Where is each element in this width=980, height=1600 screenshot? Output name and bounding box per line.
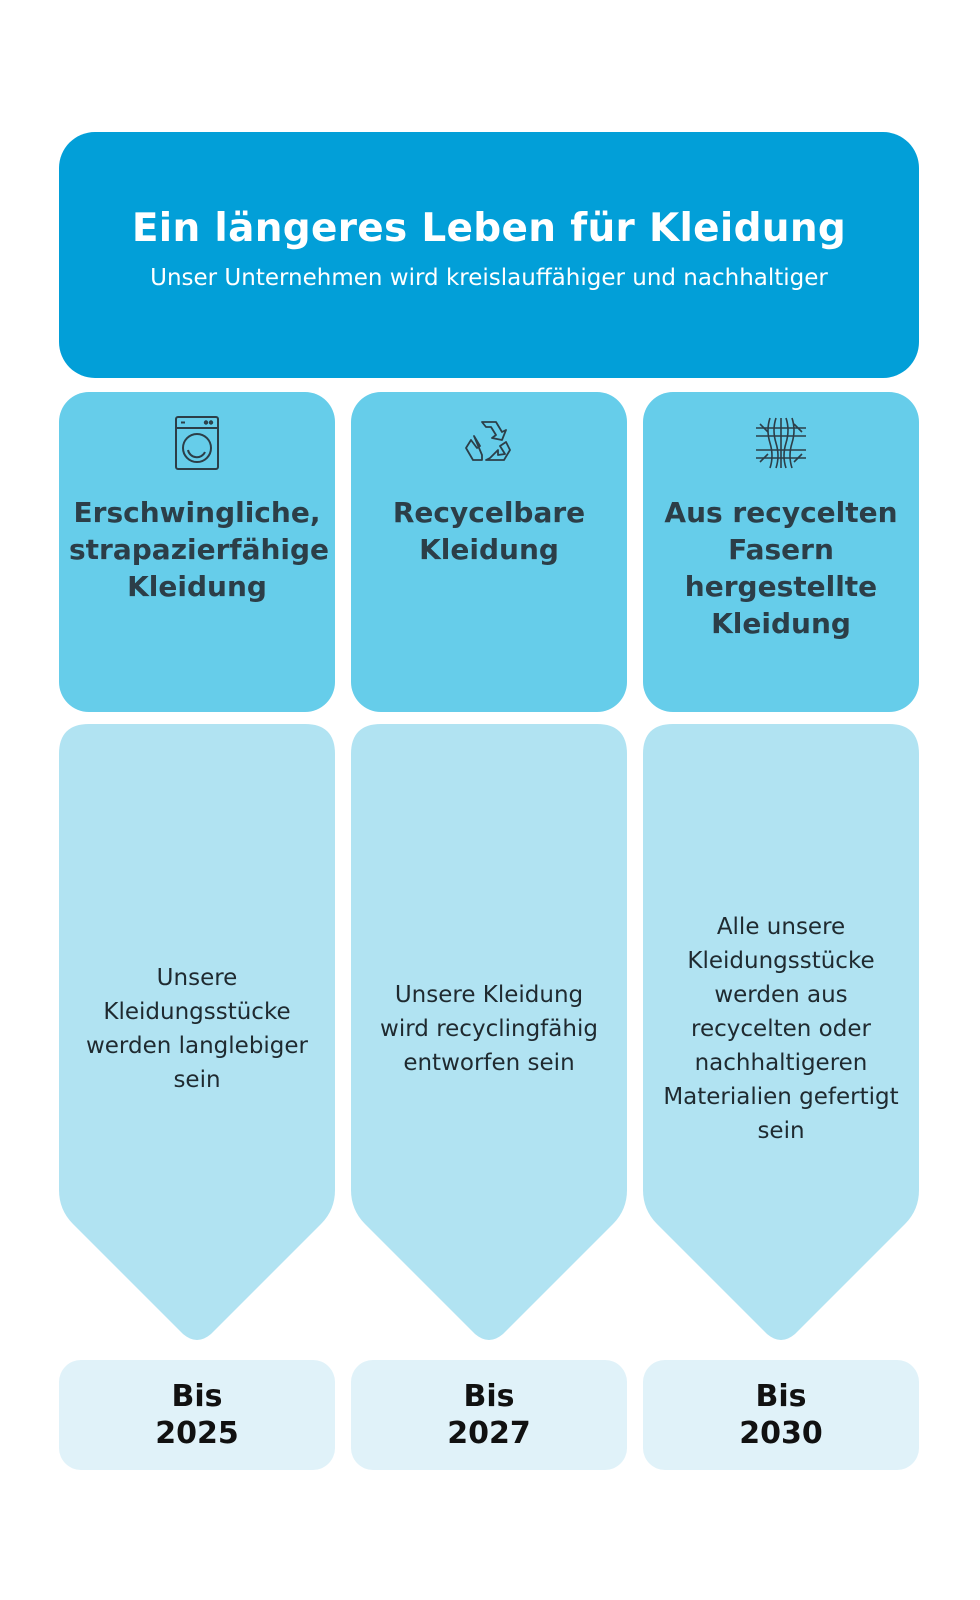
arrow-card <box>643 724 919 1346</box>
year-badge <box>351 1360 627 1470</box>
arrow-card <box>59 724 335 1346</box>
recycle-icon <box>351 414 627 472</box>
year-badge <box>59 1360 335 1470</box>
year-value: 2025 <box>155 1416 239 1451</box>
year-badge <box>643 1360 919 1470</box>
category-card <box>351 392 627 712</box>
year-value: 2027 <box>447 1416 531 1451</box>
page-subtitle: Unser Unternehmen wird kreislauffähiger und nachhaltiger <box>150 265 828 291</box>
category-card <box>59 392 335 712</box>
bis-label: Bis <box>755 1379 807 1414</box>
category-label: Aus recycelten Fasern hergestellte Kleidung <box>664 496 898 640</box>
description-text: Unsere Kleidungsstücke werden langlebiger sein <box>85 965 309 1093</box>
header-banner <box>59 132 919 378</box>
year-value: 2030 <box>739 1416 823 1451</box>
description-text: Unsere Kleidung wird recyclingfähig entworfen sein <box>380 982 598 1076</box>
category-label: Recycelbare Kleidung <box>392 496 586 566</box>
bis-label: Bis <box>463 1379 515 1414</box>
washing-machine-icon <box>59 414 335 472</box>
category-label: Erschwingliche, strapazierfähige Kleidung <box>69 496 330 603</box>
bis-label: Bis <box>171 1379 223 1414</box>
category-card <box>643 392 919 712</box>
fiber-icon <box>643 414 919 472</box>
description-text: Alle unsere Kleidungsstücke werden aus recycelten oder nachhaltigeren Materialien gefertigt sein <box>663 914 899 1144</box>
arrow-card <box>351 724 627 1346</box>
page-title: Ein längeres Leben für Kleidung <box>131 206 847 251</box>
